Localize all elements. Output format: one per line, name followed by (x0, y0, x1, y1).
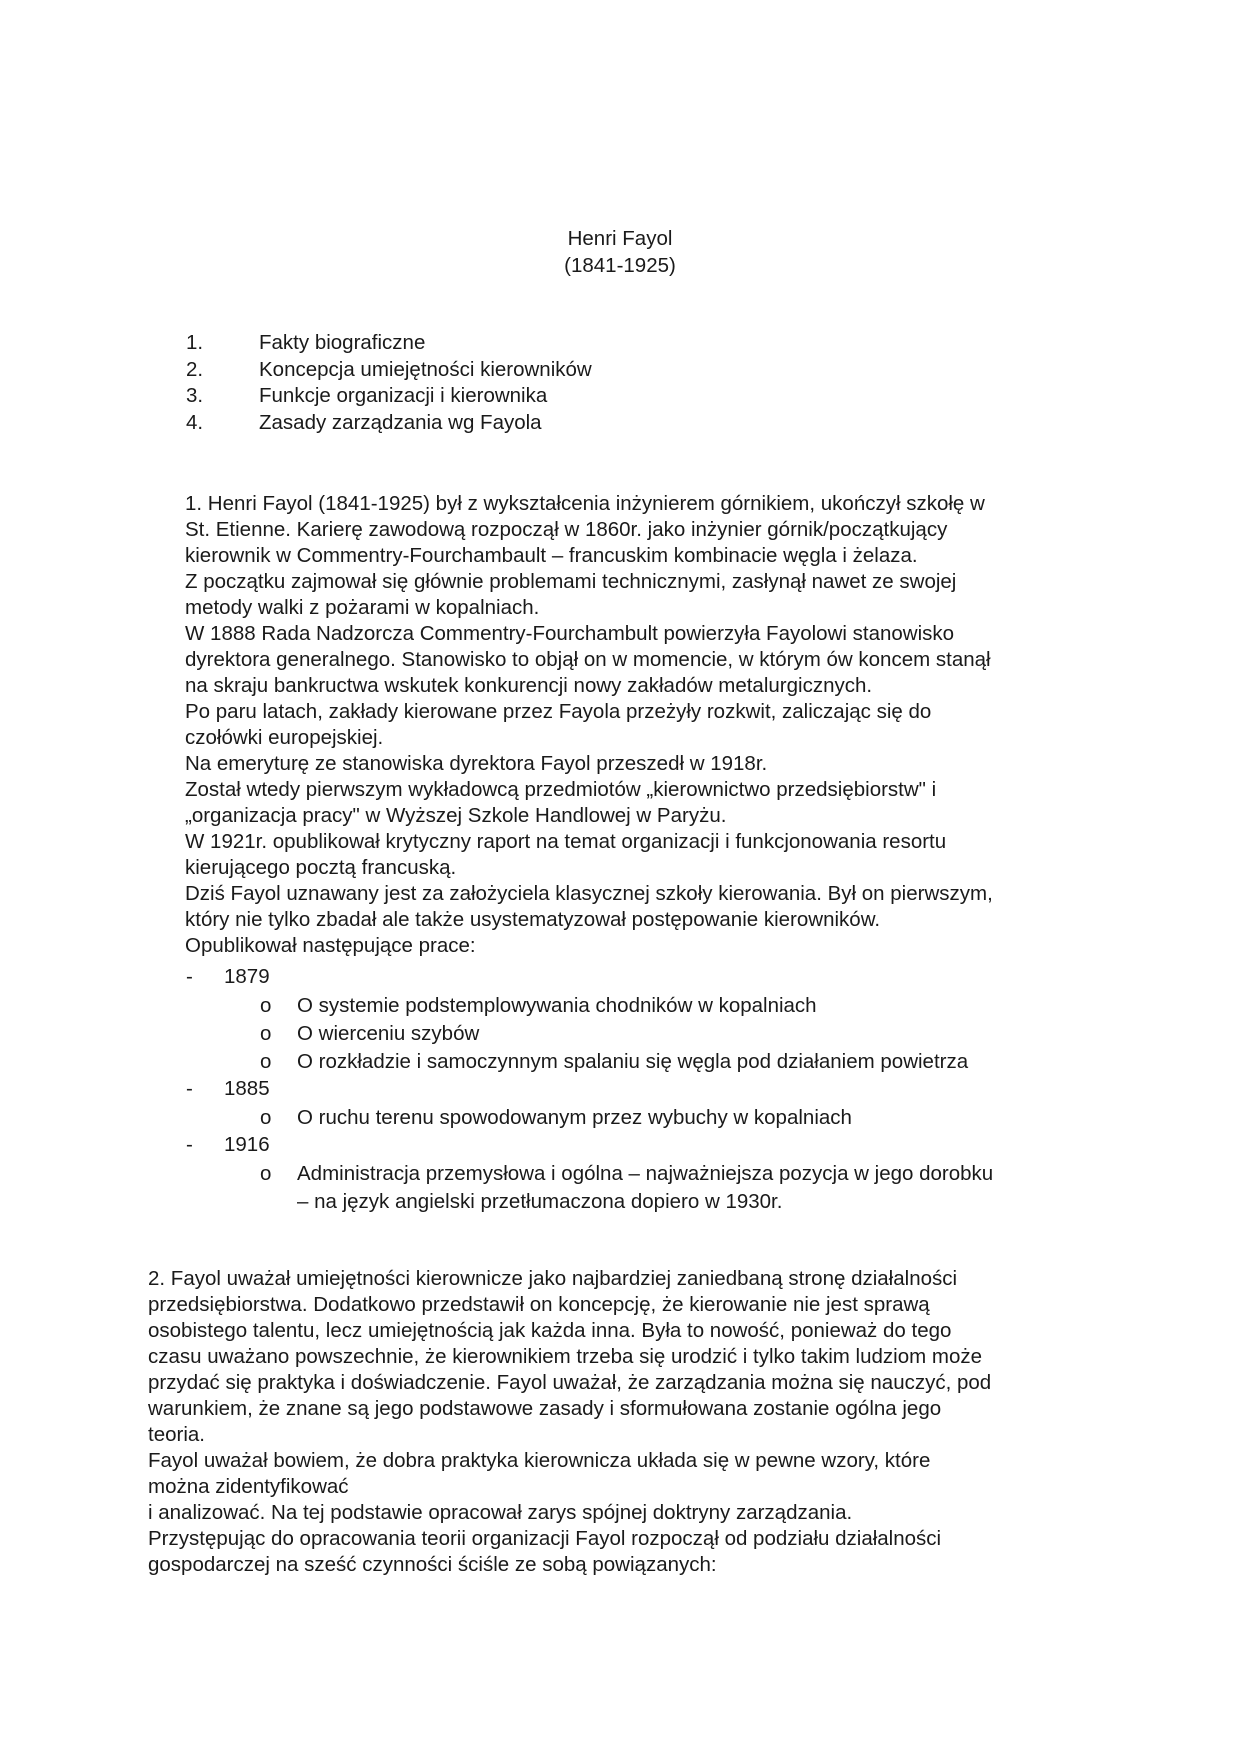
publication-item (186, 1020, 993, 1048)
paragraph-line: St. Etienne. Karierę zawodową rozpoczął w 1860r. jako inżynier górnik/początkujący (185, 518, 948, 541)
paragraph-line: przedsiębiorstwa. Dodatkowo przedstawił on koncepcję, że kierowanie nie jest sprawą (148, 1293, 930, 1316)
circle-bullet-icon: o (260, 1162, 272, 1185)
circle-bullet-icon: o (260, 994, 272, 1017)
paragraph-line: kierującego pocztą francuską. (185, 856, 457, 879)
document-title: Henri Fayol (567, 227, 673, 250)
dash-bullet: - (186, 965, 193, 988)
paragraph-line: warunkiem, że znane są jego podstawowe zasady i sformułowana zostanie ogólna jego (148, 1397, 942, 1420)
publication-item (186, 992, 993, 1020)
publication-year: 1879 (224, 965, 270, 988)
toc-number: 2. (186, 357, 204, 381)
paragraph-line: przydać się praktyka i doświadczenie. Fayol uważał, że zarządzania można się nauczyć, pod (148, 1371, 992, 1394)
circle-bullet-icon: o (260, 1022, 272, 1045)
paragraph-line: dyrektora generalnego. Stanowisko to objął on w momencie, w którym ów koncem stanął (185, 648, 991, 671)
circle-bullet-icon: o (260, 1050, 272, 1073)
publication-year-group (186, 964, 993, 1076)
paragraph-line: który nie tylko zbadał ale także usystematyzował postępowanie kierowników. (185, 908, 881, 931)
toc-label: Zasady zarządzania wg Fayola (259, 410, 542, 434)
publication-title: O ruchu terenu spowodowanym przez wybuchy w kopalniach (297, 1106, 852, 1129)
section-biography (185, 491, 1095, 959)
publication-title: O systemie podstemplowywania chodników w kopalniach (297, 994, 817, 1017)
paragraph-line: Z początku zajmował się głównie problemami technicznymi, zasłynął nawet ze swojej (185, 570, 957, 593)
paragraph-line: czasu uważano powszechnie, że kierownikiem trzeba się urodzić i tylko takim ludziom może (148, 1345, 983, 1368)
publication-item (186, 1048, 993, 1076)
document-subtitle-years: (1841-1925) (564, 253, 676, 277)
paragraph-line: Został wtedy pierwszym wykładowcą przedmiotów „kierownictwo przedsiębiorstw" i (185, 778, 937, 801)
paragraph-line: teoria. (148, 1423, 205, 1446)
paragraph-line: Na emeryturę ze stanowiska dyrektora Fayol przeszedł w 1918r. (185, 752, 768, 775)
publication-title: O rozkładzie i samoczynnym spalaniu się węgla pod działaniem powietrza (297, 1050, 969, 1073)
publication-title-continuation: – na język angielski przetłumaczona dopiero w 1930r. (297, 1190, 783, 1213)
paragraph-line: kierownik w Commentry-Fourchambault – francuskim kombinacie węgla i żelaza. (185, 544, 918, 567)
paragraph-line: Dziś Fayol uznawany jest za założyciela klasycznej szkoły kierowania. Był on pierwszym, (185, 882, 993, 905)
paragraph-line: 1. Henri Fayol (1841-1925) był z wykształcenia inżynierem górnikiem, ukończył szkołę w (185, 492, 985, 515)
publication-year: 1885 (224, 1077, 270, 1100)
paragraph-line: „organizacja pracy" w Wyższej Szkole Handlowej w Paryżu. (185, 804, 727, 827)
paragraph-line: Przystępując do opracowania teorii organizacji Fayol rozpoczął od podziału działalności (148, 1527, 942, 1550)
circle-bullet-icon: o (260, 1106, 272, 1129)
publication-item (186, 1160, 993, 1216)
toc-number: 1. (186, 331, 204, 354)
toc-number: 3. (186, 384, 204, 407)
paragraph-line: W 1888 Rada Nadzorcza Commentry-Fourchambult powierzyła Fayolowi stanowisko (185, 622, 955, 645)
toc-label: Fakty biograficzne (259, 331, 426, 354)
paragraph-line: metody walki z pożarami w kopalniach. (185, 596, 540, 619)
publication-item (186, 1104, 993, 1132)
publication-title: Administracja przemysłowa i ogólna – najważniejsza pozycja w jego dorobku (297, 1162, 994, 1185)
paragraph-line: można zidentyfikować (148, 1475, 349, 1498)
paragraph-line: Po paru latach, zakłady kierowane przez Fayola przeżyły rozkwit, zaliczając się do (185, 700, 932, 723)
paragraph-line: Opublikował następujące prace: (185, 934, 476, 957)
dash-bullet: - (186, 1133, 193, 1156)
publications-list (186, 964, 993, 1216)
paragraph-line: na skraju bankructwa wskutek konkurencji nowy zakładów metalurgicznych. (185, 674, 873, 697)
paragraph-line: gospodarczej na sześć czynności ściśle ze sobą powiązanych: (148, 1553, 717, 1576)
publication-year-group (186, 1132, 993, 1216)
section-management-skills (148, 1266, 1098, 1578)
publication-title: O wierceniu szybów (297, 1022, 480, 1045)
toc-number: 4. (186, 410, 204, 434)
document-title-block (0, 226, 1240, 279)
publication-year: 1916 (224, 1133, 270, 1156)
paragraph-line: 2. Fayol uważał umiejętności kierownicze jako najbardziej zaniedbaną stronę działalności (148, 1267, 958, 1290)
paragraph-line: W 1921r. opublikował krytyczny raport na temat organizacji i funkcjonowania resortu (185, 830, 947, 853)
publication-year-group (186, 1076, 993, 1132)
paragraph-line: Fayol uważał bowiem, że dobra praktyka kierownicza układa się w pewne wzory, które (148, 1449, 931, 1472)
paragraph-line: czołówki europejskiej. (185, 726, 384, 749)
dash-bullet: - (186, 1077, 193, 1100)
toc-label: Funkcje organizacji i kierownika (259, 384, 548, 407)
toc-label: Koncepcja umiejętności kierowników (259, 357, 592, 381)
paragraph-line: i analizować. Na tej podstawie opracował zarys spójnej doktryny zarządzania. (148, 1501, 853, 1524)
paragraph-line: osobistego talentu, lecz umiejętnością jak każda inna. Była to nowość, ponieważ do tego (148, 1319, 952, 1342)
